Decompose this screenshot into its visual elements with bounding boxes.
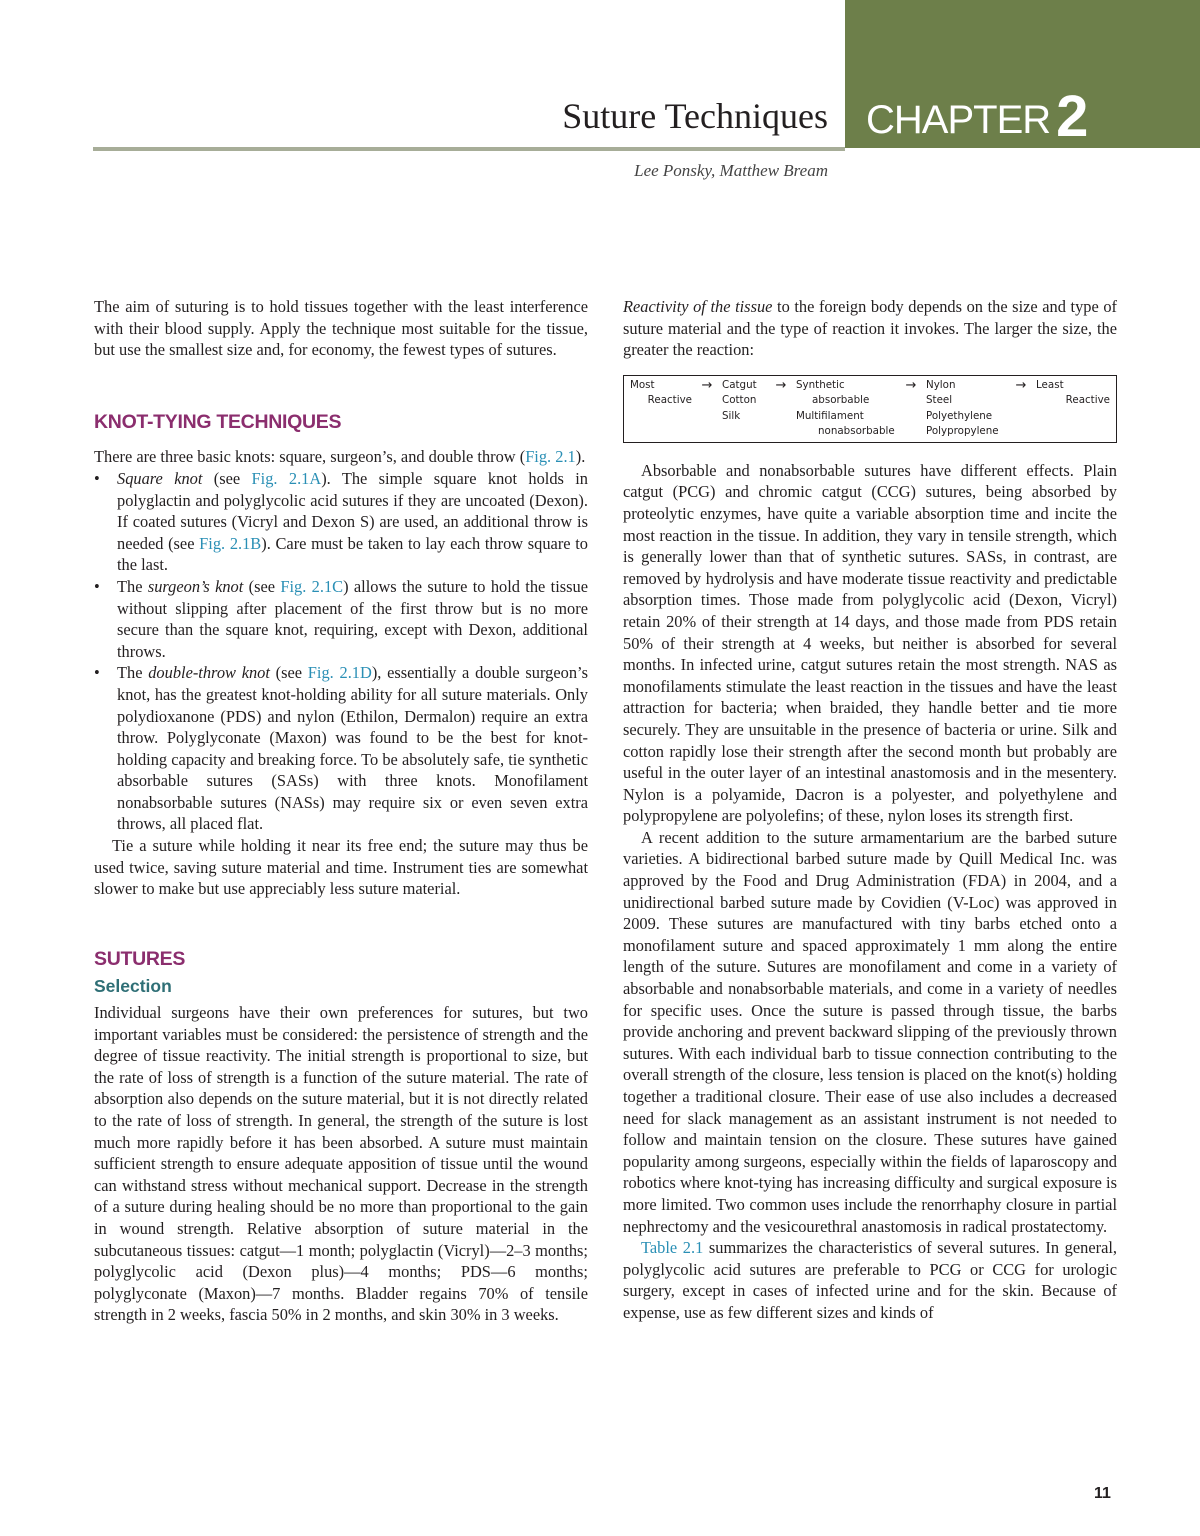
header-rule	[93, 147, 845, 151]
arrow-icon: →	[1012, 375, 1030, 442]
list-item-double-throw-knot: • The double-throw knot (see Fig. 2.1D), essentially a double surgeon’s knot, has the greatest knot-holding ability for all suture materials. Only polydioxanone (PDS) and nylon (Ethilon, Dermalon) require an extra throw. Polyglyconate (Maxon) was found to be the best for knot-holding capacity and breaking force. To be absolutely safe, tie synthetic absorbable sutures (SASs) with three knots. Monofilament nonabsorbable sutures (NASs) may require six or even seven extra throws, all placed flat.	[94, 662, 588, 835]
chapter-number: 2	[1056, 84, 1088, 149]
table-cell-nylon: Nylon Steel Polyethylene Polypropylene	[920, 375, 1012, 442]
barbed-paragraph: A recent addition to the suture armamentarium are the barbed suture varieties. A bidirectional barbed suture made by Quill Medical Inc. was approved by the Food and Drug Administration (FDA) in 2004, and a unidirectional barbed suture made by Covidien (V-Loc) was approved in 2009. These sutures are manufactured with tiny barbs etched onto a monofilament suture and spaced approximately 1 mm along the entire length of the suture. Sutures are monofilament and come in a variety of absorbable and nonabsorbable materials, and come in a variety of needles for specific uses. Once the suture is passed through tissue, the barbs provide anchoring and prevent backward slipping of the previously thrown sutures. With each individual barb to tissue connection contributing to the overall strength of the closure, less tension is placed on the knot(s) holding together a traditional closure. Their ease of use also includes a decreased need for slack management as an assistant instrument is not needed to follow and maintain tension on the closure. These sutures have gained popularity among surgeons, especially within the fields of laparoscopy and robotics where knot-tying has increasing difficulty and surgical exposure is more limited. Two common uses include the renorrhaphy closure in partial nephrectomy and the vesicourethral anastomosis in radical prostatectomy.	[623, 827, 1117, 1236]
absorbable-paragraph: Absorbable and nonabsorbable sutures have different effects. Plain catgut (PCG) and chromic catgut (CCG) sutures, being absorbed by proteolytic enzymes, have quite a variable absorption time and incite the most reaction in the tissue. In addition, they vary in tensile strength, which is generally lower than that of synthetic sutures. SASs, in contrast, are removed by hydrolysis and have moderate tissue reactivity and predictable absorption times. Those made from polyglycolic acid (Dexon, Vicryl) retain 20% of their strength at 14 days, and those made from PDS retain 50% of their strength at 4 weeks, but neither is absorbed for several months. In infected urine, catgut sutures retain the most strength. NAS as monofilaments stimulate the least reaction in the tissues and have the least attraction for bacteria; when braided, they handle better and tie more securely. They are unsuitable in the presence of bacteria or urine. Silk and cotton rapidly lose their strength after the second month but probably are useful in the outer layer of an intestinal anastomosis and in the mesentery. Nylon is a polyamide, Dacron is a polyester, and polyethylene and polypropylene are polyolefins; of these, nylon loses its strength first.	[623, 460, 1117, 826]
fig-link[interactable]: Fig. 2.1D	[307, 663, 372, 683]
table-cell-synthetic: Synthetic absorbable Multifilament nonabsorbable	[790, 375, 902, 442]
list-item-surgeons-knot: • The surgeon’s knot (see Fig. 2.1C) allows the suture to hold the tissue without slipping after placement of the first throw but is no more secure than the square knot, requiring, except with Dexon, additional throws.	[94, 576, 588, 662]
knots-intro: There are three basic knots: square, surgeon’s, and double throw (Fig. 2.1).	[94, 447, 586, 467]
reactivity-table	[623, 375, 1117, 443]
fig-link[interactable]: Fig. 2.1B	[199, 533, 262, 553]
list-item-square-knot: • Square knot (see Fig. 2.1A). The simple square knot holds in polyglactin and polyglycolic acid sutures if they are uncoated (Dexon). If coated sutures (Vicryl and Dexon S) are used, an additional throw is needed (see Fig. 2.1B). Care must be taken to lay each throw square to the last.	[94, 468, 588, 576]
right-column	[623, 296, 1117, 1324]
table-row	[624, 375, 1117, 442]
fig-link[interactable]: Fig. 2.1A	[251, 468, 322, 488]
table-cell-most-reactive: Most Reactive	[624, 375, 699, 442]
selection-heading: Selection	[94, 976, 172, 997]
knot-list	[94, 468, 588, 835]
sutures-heading: SUTURES	[94, 947, 186, 970]
arrow-icon: →	[902, 375, 920, 442]
reactivity-paragraph: Reactivity of the tissue to the foreign body depends on the size and type of suture material and the type of reaction it invokes. The larger the size, the greater the reaction:	[623, 297, 1117, 360]
arrow-icon: →	[698, 375, 716, 442]
tie-paragraph: Tie a suture while holding it near its free end; the suture may thus be used twice, saving suture material and time. Instrument ties are somewhat slower to make but use appreciably less suture material.	[94, 836, 588, 899]
arrow-icon: →	[772, 375, 790, 442]
table-link[interactable]: Table 2.1	[641, 1238, 704, 1258]
fig-link[interactable]: Fig. 2.1	[525, 447, 576, 467]
page-number: 11	[1094, 1485, 1111, 1502]
fig-link[interactable]: Fig. 2.1C	[280, 576, 344, 596]
selection-paragraph: Individual surgeons have their own preferences for sutures, but two important variables must be considered: the persistence of strength and the degree of tissue reactivity. The initial strength is proportional to size, but the rate of loss of strength is a function of the suture material. The rate of absorption also depends on the suture material, but it is not directly related to the rate of loss of strength. In general, the strength of the suture is lost much more rapidly before it has been absorbed. A suture must maintain sufficient strength to ensure adequate apposition of tissue until the wound can withstand stress without mechanical support. Decrease in the strength of a suture during healing should be no more than proportional to the gain in wound strength. Relative absorption of suture material in the subcutaneous tissues: catgut—1 month; polyglactin (Vicryl)—2–3 months; polyglycolic acid (Dexon plus)—4 months; PDS—6 months; polyglyconate (Maxon)—7 months. Bladder regains 70% of tensile strength in 2 weeks, fascia 50% in 2 months, and skin 30% in 3 weeks.	[94, 1003, 588, 1325]
knot-tying-heading: KNOT-TYING TECHNIQUES	[94, 410, 342, 433]
chapter-label: CHAPTER 2	[866, 84, 1088, 149]
table-summary-paragraph: Table 2.1 summarizes the characteristics of several sutures. In general, polyglycolic acid sutures are preferable to PCG or CCG for urologic surgery, except in cases of infected urine and for the skin. Because of expense, use as few different sizes and kinds of	[623, 1238, 1117, 1322]
intro-paragraph: The aim of suturing is to hold tissues together with the least interference with their blood supply. Apply the technique most suitable for the tissue, but use the smallest size and, for economy, the fewest types of sutures.	[94, 297, 588, 360]
authors: Lee Ponsky, Matthew Bream	[634, 161, 828, 180]
table-cell-least-reactive: Least Reactive	[1030, 375, 1117, 442]
table-cell-natural: Catgut Cotton Silk	[716, 375, 772, 442]
page-title: Suture Techniques	[562, 96, 828, 136]
left-column	[94, 296, 588, 1326]
